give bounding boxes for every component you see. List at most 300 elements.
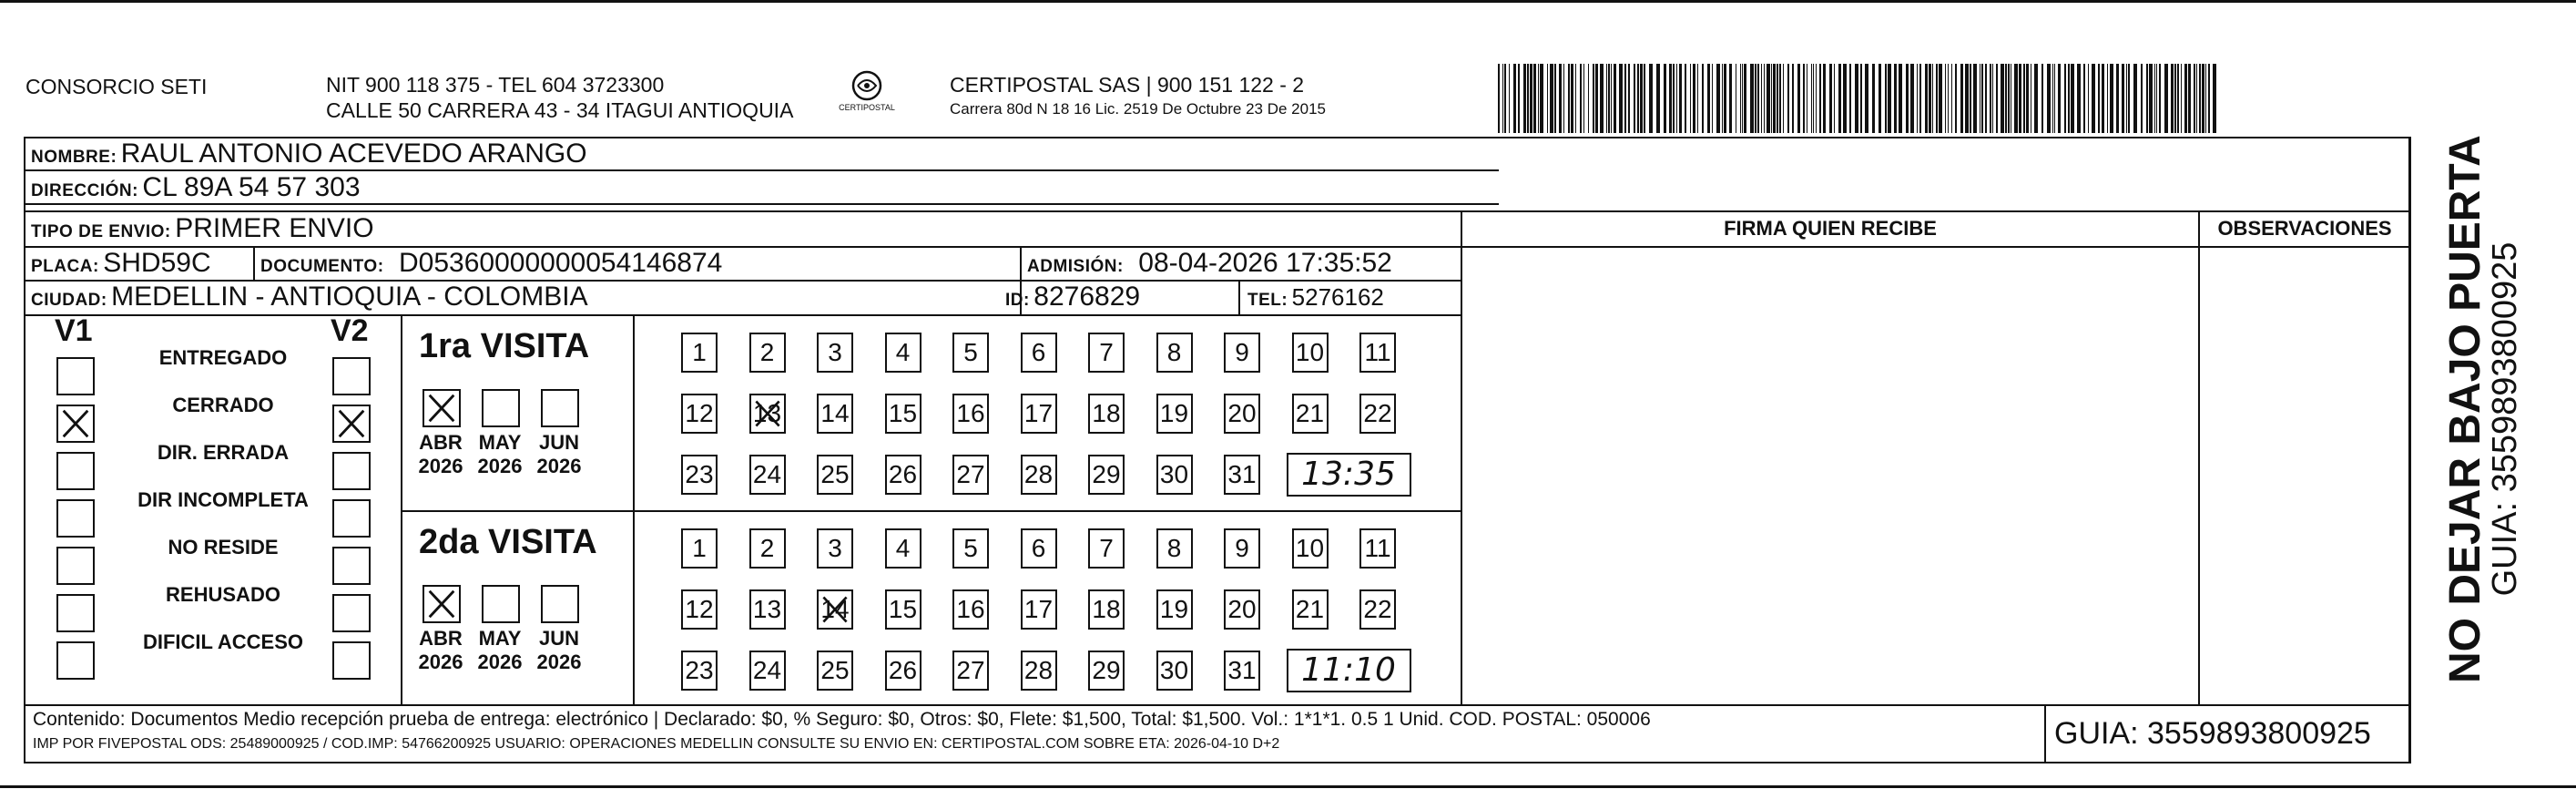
col-line (2198, 210, 2200, 706)
month-year: 2026 (536, 455, 582, 477)
day-number: 29 (1092, 656, 1121, 684)
day-number: 2 (759, 534, 775, 562)
barcode-bar (1729, 64, 1732, 133)
barcode-bar (1872, 64, 1875, 133)
barcode-bar (2126, 64, 2127, 133)
tel-row (1247, 283, 1384, 312)
barcode-bar (1676, 64, 1677, 133)
day-number: 4 (895, 534, 911, 562)
row-line (24, 169, 1499, 171)
barcode-bar (2141, 64, 2143, 133)
barcode-bar (1530, 64, 1532, 133)
barcode-bar (1563, 64, 1564, 133)
v1-checkbox[interactable] (56, 641, 95, 680)
barcode-bar (1538, 64, 1539, 133)
barcode-bar (2159, 64, 2161, 133)
certipostal-logo (830, 69, 903, 122)
barcode-bar (2019, 64, 2021, 133)
tel-value: 5276162 (1291, 283, 1384, 311)
placa-row (31, 248, 211, 279)
barcode-bar (2116, 64, 2119, 133)
nit-line: NIT 900 118 375 - TEL 604 3723300 (326, 73, 665, 97)
status-option-label: ENTREGADO (158, 346, 288, 369)
day-number: 1 (692, 534, 707, 562)
license-line: Carrera 80d N 18 16 Lic. 2519 De Octubre 23 De 2015 (950, 100, 1326, 118)
day-number: 6 (1031, 338, 1046, 366)
day-number: 27 (956, 656, 985, 684)
col-line (1461, 210, 1462, 706)
month-label (413, 431, 468, 478)
day-number: 10 (1295, 534, 1325, 562)
barcode-bar (1634, 64, 1635, 133)
barcode-bar (1965, 64, 1969, 133)
month-label (413, 627, 468, 674)
day-number: 6 (1031, 534, 1046, 562)
observaciones-area[interactable] (2201, 248, 2408, 703)
v2-checkbox[interactable] (332, 547, 371, 585)
day-number: 25 (820, 656, 850, 684)
status-option-label: REHUSADO (166, 583, 280, 606)
barcode-bar (1755, 64, 1756, 133)
barcode-bar (1742, 64, 1743, 133)
barcode-bar (1834, 64, 1835, 133)
day-number: 18 (1092, 595, 1121, 623)
barcode-bar (1550, 64, 1553, 133)
barcode-bar (1894, 64, 1897, 133)
barcode-bar (2188, 64, 2191, 133)
bottom-border (0, 785, 2576, 788)
barcode-bar (2196, 64, 2197, 133)
barcode-bar (2023, 64, 2025, 133)
barcode-bar (1797, 64, 1800, 133)
v1-checkbox[interactable] (56, 594, 95, 632)
col-line (633, 314, 635, 704)
month-year: 2026 (418, 651, 463, 673)
v1-checkbox[interactable] (56, 405, 95, 443)
barcode-bar (1697, 64, 1698, 133)
barcode-bar (1819, 64, 1821, 133)
barcode-bar (1919, 64, 1921, 133)
barcode-bar (1981, 64, 1983, 133)
day-number: 3 (828, 338, 842, 366)
day-number: 31 (1227, 460, 1257, 488)
barcode-bar (1888, 64, 1891, 133)
barcode-bar (1985, 64, 1987, 133)
documento-row (260, 248, 722, 279)
ciudad-label: CIUDAD: (31, 291, 107, 310)
placa-value: SHD59C (103, 248, 211, 278)
company-name: CONSORCIO SETI (25, 75, 208, 98)
barcode-bar (1593, 64, 1594, 133)
day-number: 29 (1092, 460, 1121, 488)
barcode-bar (1712, 64, 1713, 133)
x-mark-icon (424, 391, 459, 425)
tel-label: TEL: (1247, 291, 1288, 310)
day-number: 24 (752, 656, 782, 684)
day-number: 24 (752, 460, 782, 488)
barcode-bar (1771, 64, 1772, 133)
month-year: 2026 (536, 651, 582, 673)
month-name: ABR (419, 431, 463, 454)
barcode-bar (1773, 64, 1776, 133)
month-name: MAY (478, 431, 522, 454)
barcode-bar (2122, 64, 2124, 133)
visit-title: 2da VISITA (419, 523, 597, 561)
barcode-bar (1917, 64, 1918, 133)
month-year: 2026 (477, 651, 523, 673)
day-number: 28 (1023, 656, 1054, 684)
v2-checkbox[interactable] (332, 452, 371, 490)
barcode-bar (1679, 64, 1682, 133)
barcode-bar (1707, 64, 1710, 133)
barcode-bar (1865, 64, 1868, 133)
row-line (24, 203, 1499, 205)
barcode-bar (2181, 64, 2182, 133)
barcode-bar (2047, 64, 2051, 133)
v1-checkbox[interactable] (56, 499, 95, 538)
barcode-bar (1547, 64, 1548, 133)
barcode-bar (1724, 64, 1726, 133)
day-number: 23 (685, 656, 714, 684)
day-number: 9 (1235, 534, 1249, 562)
barcode-bar (2041, 64, 2043, 133)
row-line (24, 314, 1462, 316)
day-number: 30 (1159, 656, 1189, 684)
visit-title: 1ra VISITA (419, 327, 590, 365)
v2-header: V2 (331, 313, 369, 348)
imp-line: IMP POR FIVEPOSTAL ODS: 25489000925 / COD.IMP: 54766200925 USUARIO: OPERACIONES MEDELLIN CONSULTE SU ENVIO EN: CERTIPOSTAL.COM SOBRE ETA: 2026-04-10 D+2 (33, 736, 1280, 752)
barcode-bar (1554, 64, 1556, 133)
barcode-bar (1606, 64, 1607, 133)
barcode-bar (1951, 64, 1952, 133)
day-number: 23 (685, 460, 714, 488)
barcode-bar (2177, 64, 2179, 133)
barcode-bar (1970, 64, 1971, 133)
day-number: 11 (1364, 338, 1391, 366)
v2-checkbox[interactable] (332, 357, 371, 395)
barcode-bar (1740, 64, 1741, 133)
month-checkbox[interactable] (541, 585, 579, 623)
status-option-label: NO RESIDE (168, 536, 279, 558)
observaciones-header: OBSERVACIONES (2217, 217, 2392, 240)
signature-area[interactable] (1463, 248, 2197, 703)
day-number: 2 (759, 338, 775, 366)
month-year: 2026 (418, 455, 463, 477)
status-option-label: DIR INCOMPLETA (137, 488, 309, 511)
barcode-bar (2005, 64, 2007, 133)
month-label (473, 627, 527, 674)
barcode-bar (1929, 64, 1931, 133)
month-checkbox[interactable] (423, 585, 461, 623)
placa-label: PLACA: (31, 257, 99, 276)
barcode-bar (1813, 64, 1814, 133)
day-number: 22 (1363, 595, 1392, 623)
barcode-bar (2068, 64, 2070, 133)
month-checkbox[interactable] (423, 389, 461, 427)
barcode-bar (2014, 64, 2018, 133)
day-number: 19 (1159, 399, 1189, 427)
month-checkbox[interactable] (482, 585, 520, 623)
day-number: 15 (888, 595, 918, 623)
day-number: 14 (820, 595, 850, 623)
admision-row (1027, 248, 1392, 279)
address-line: CALLE 50 CARRERA 43 - 34 ITAGUI ANTIOQUIA (326, 98, 794, 122)
day-number: 12 (685, 595, 714, 623)
barcode-bar (1955, 64, 1957, 133)
x-mark-icon (424, 587, 459, 621)
col-line (2409, 137, 2411, 763)
ciudad-value: MEDELLIN - ANTIOQUIA - COLOMBIA (111, 282, 588, 312)
day-number: 26 (888, 460, 918, 488)
barcode-bar (2088, 64, 2089, 133)
barcode-bar (1509, 64, 1510, 133)
day-number: 10 (1295, 338, 1325, 366)
admision-value: 08-04-2026 17:35:52 (1138, 248, 1392, 278)
barcode-bar (1588, 64, 1589, 133)
barcode-bar (1849, 64, 1851, 133)
day-number: 11 (1364, 534, 1391, 562)
visit-time: 11:10 (1301, 651, 1396, 689)
nombre-label: NOMBRE: (31, 148, 117, 167)
barcode-bar (1611, 64, 1612, 133)
barcode-bar (1843, 64, 1847, 133)
day-number: 14 (820, 399, 850, 427)
barcode-bar (1811, 64, 1812, 133)
day-number: 7 (1099, 534, 1114, 562)
barcode-bar (1533, 64, 1536, 133)
day-grid (661, 516, 1442, 719)
barcode-bar (1879, 64, 1881, 133)
no-dejar-text: NO DEJAR BAJO PUERTA (2441, 135, 2489, 683)
barcode-bar (1690, 64, 1691, 133)
barcode-bar (1945, 64, 1946, 133)
barcode-bar (1649, 64, 1653, 133)
day-number: 17 (1023, 595, 1054, 623)
day-number: 20 (1227, 595, 1257, 623)
day-number: 28 (1023, 460, 1054, 488)
barcode-bar (1595, 64, 1598, 133)
month-name: ABR (419, 627, 463, 650)
barcode-bar (2202, 64, 2204, 133)
id-row (1005, 282, 1140, 313)
barcode-bar (1656, 64, 1660, 133)
barcode-bar (1973, 64, 1977, 133)
day-number: 3 (828, 534, 842, 562)
barcode-bar (1838, 64, 1841, 133)
logo-icon (847, 69, 887, 102)
barcode-bar (2001, 64, 2004, 133)
barcode-bar (1960, 64, 1963, 133)
barcode-bar (1513, 64, 1516, 133)
barcode-bar (2194, 64, 2195, 133)
barcode-bar (1910, 64, 1914, 133)
nombre-row (31, 138, 587, 169)
direccion-label: DIRECCIÓN: (31, 181, 138, 200)
tipo-value: PRIMER ENVIO (175, 213, 374, 243)
contenido-line: Contenido: Documentos Medio recepción prueba de entrega: electrónico | Declarado: $0, % Seguro: $0, Otros: $0, Flete: $1,500, Total: $1,500. Vol.: 1*1*1. 0.5 1 Unid. COD. POSTAL: 050006 (33, 709, 1651, 730)
barcode-bar (1693, 64, 1695, 133)
documento-label: DOCUMENTO: (260, 257, 384, 276)
barcode-bar (2054, 64, 2055, 133)
barcode-bar (1996, 64, 1998, 133)
day-number: 4 (895, 338, 911, 366)
month-year: 2026 (477, 455, 523, 477)
tipo-label: TIPO DE ENVIO: (31, 222, 171, 241)
documento-value: D05360000000054146874 (399, 248, 723, 278)
barcode-bar (1580, 64, 1582, 133)
barcode-bar (1722, 64, 1723, 133)
x-mark-icon (58, 406, 93, 441)
barcode-bar (1640, 64, 1643, 133)
barcode (1498, 64, 2226, 135)
day-number: 26 (888, 656, 918, 684)
certipostal-line: CERTIPOSTAL SAS | 900 151 122 - 2 (950, 73, 1305, 97)
barcode-bar (1637, 64, 1639, 133)
barcode-bar (1750, 64, 1754, 133)
barcode-bar (1624, 64, 1626, 133)
day-number: 17 (1023, 399, 1054, 427)
barcode-bar (2026, 64, 2029, 133)
barcode-bar (1783, 64, 1784, 133)
barcode-bar (2058, 64, 2061, 133)
barcode-bar (1628, 64, 1630, 133)
barcode-bar (1932, 64, 1933, 133)
day-number: 5 (963, 338, 978, 366)
day-grid (661, 320, 1442, 523)
barcode-bar (1767, 64, 1770, 133)
barcode-bar (2092, 64, 2095, 133)
barcode-bar (1948, 64, 1949, 133)
barcode-bar (2083, 64, 2085, 133)
barcode-bar (2133, 64, 2137, 133)
month-checkbox[interactable] (482, 389, 520, 427)
barcode-bar (1559, 64, 1562, 133)
day-number: 1 (692, 338, 707, 366)
barcode-bar (1614, 64, 1616, 133)
logo-text: CERTIPOSTAL (839, 103, 895, 112)
barcode-bar (1716, 64, 1720, 133)
month-name: JUN (538, 431, 579, 454)
barcode-bar (1906, 64, 1909, 133)
barcode-bar (1669, 64, 1672, 133)
day-number: 22 (1363, 399, 1392, 427)
col-line (401, 314, 402, 704)
barcode-bar (1816, 64, 1817, 133)
barcode-bar (1575, 64, 1576, 133)
barcode-bar (1664, 64, 1666, 133)
day-number: 7 (1099, 338, 1114, 366)
barcode-bar (1823, 64, 1826, 133)
ciudad-row (31, 282, 588, 313)
barcode-bar (2208, 64, 2210, 133)
footer-guia: GUIA: 3559893800925 (2054, 716, 2371, 751)
barcode-bar (1757, 64, 1759, 133)
month-label (532, 627, 586, 674)
month-label (532, 431, 586, 478)
barcode-bar (1860, 64, 1862, 133)
side-guia-text: GUIA: 3559893800925 (2486, 241, 2524, 597)
barcode-bar (1855, 64, 1858, 133)
barcode-bar (1518, 64, 1520, 133)
barcode-bar (2034, 64, 2038, 133)
id-value: 8276829 (1033, 282, 1141, 312)
barcode-bar (1787, 64, 1789, 133)
day-number: 31 (1227, 656, 1257, 684)
barcode-bar (2174, 64, 2176, 133)
barcode-bar (2199, 64, 2201, 133)
v1-checkbox[interactable] (56, 452, 95, 490)
v2-checkbox[interactable] (332, 405, 371, 443)
tipo-row (31, 213, 374, 244)
v2-checkbox[interactable] (332, 641, 371, 680)
row-line (24, 210, 2410, 212)
barcode-bar (1685, 64, 1686, 133)
day-number: 18 (1092, 399, 1121, 427)
barcode-bar (1571, 64, 1573, 133)
day-number: 15 (888, 399, 918, 427)
barcode-bar (2077, 64, 2081, 133)
visit-time: 13:35 (1301, 456, 1396, 493)
barcode-bar (1540, 64, 1543, 133)
barcode-bar (1608, 64, 1610, 133)
barcode-bar (1936, 64, 1938, 133)
barcode-bar (2128, 64, 2130, 133)
direccion-row (31, 172, 361, 203)
month-name: JUN (538, 627, 579, 650)
admision-label: ADMISIÓN: (1027, 257, 1124, 276)
v1-header: V1 (55, 313, 93, 348)
month-checkbox[interactable] (541, 389, 579, 427)
id-label: ID: (1005, 291, 1030, 310)
barcode-bar (2149, 64, 2153, 133)
v2-checkbox[interactable] (332, 594, 371, 632)
month-label (473, 431, 527, 478)
v2-checkbox[interactable] (332, 499, 371, 538)
status-option-label: CERRADO (172, 394, 274, 416)
barcode-bar (2205, 64, 2206, 133)
barcode-bar (1939, 64, 1942, 133)
barcode-bar (2052, 64, 2053, 133)
col-line (2044, 704, 2046, 763)
barcode-bar (1990, 64, 1991, 133)
barcode-bar (1792, 64, 1794, 133)
barcode-bar (1583, 64, 1584, 133)
barcode-bar (1527, 64, 1529, 133)
barcode-bar (1673, 64, 1675, 133)
barcode-bar (2184, 64, 2187, 133)
barcode-bar (2071, 64, 2074, 133)
day-number: 13 (752, 595, 782, 623)
day-number: 8 (1166, 534, 1182, 562)
v1-checkbox[interactable] (56, 357, 95, 395)
barcode-bar (1744, 64, 1746, 133)
x-mark-icon (334, 406, 369, 441)
barcode-bar (1504, 64, 1506, 133)
barcode-bar (1761, 64, 1762, 133)
barcode-bar (2154, 64, 2155, 133)
barcode-bar (2107, 64, 2108, 133)
day-number: 21 (1295, 399, 1325, 427)
day-number: 16 (956, 399, 985, 427)
day-number: 19 (1159, 595, 1189, 623)
v1-checkbox[interactable] (56, 547, 95, 585)
barcode-bar (2146, 64, 2148, 133)
firma-header: FIRMA QUIEN RECIBE (1724, 217, 1937, 240)
barcode-bar (2098, 64, 2100, 133)
day-number: 27 (956, 460, 985, 488)
barcode-bar (2164, 64, 2168, 133)
barcode-bar (1764, 64, 1765, 133)
